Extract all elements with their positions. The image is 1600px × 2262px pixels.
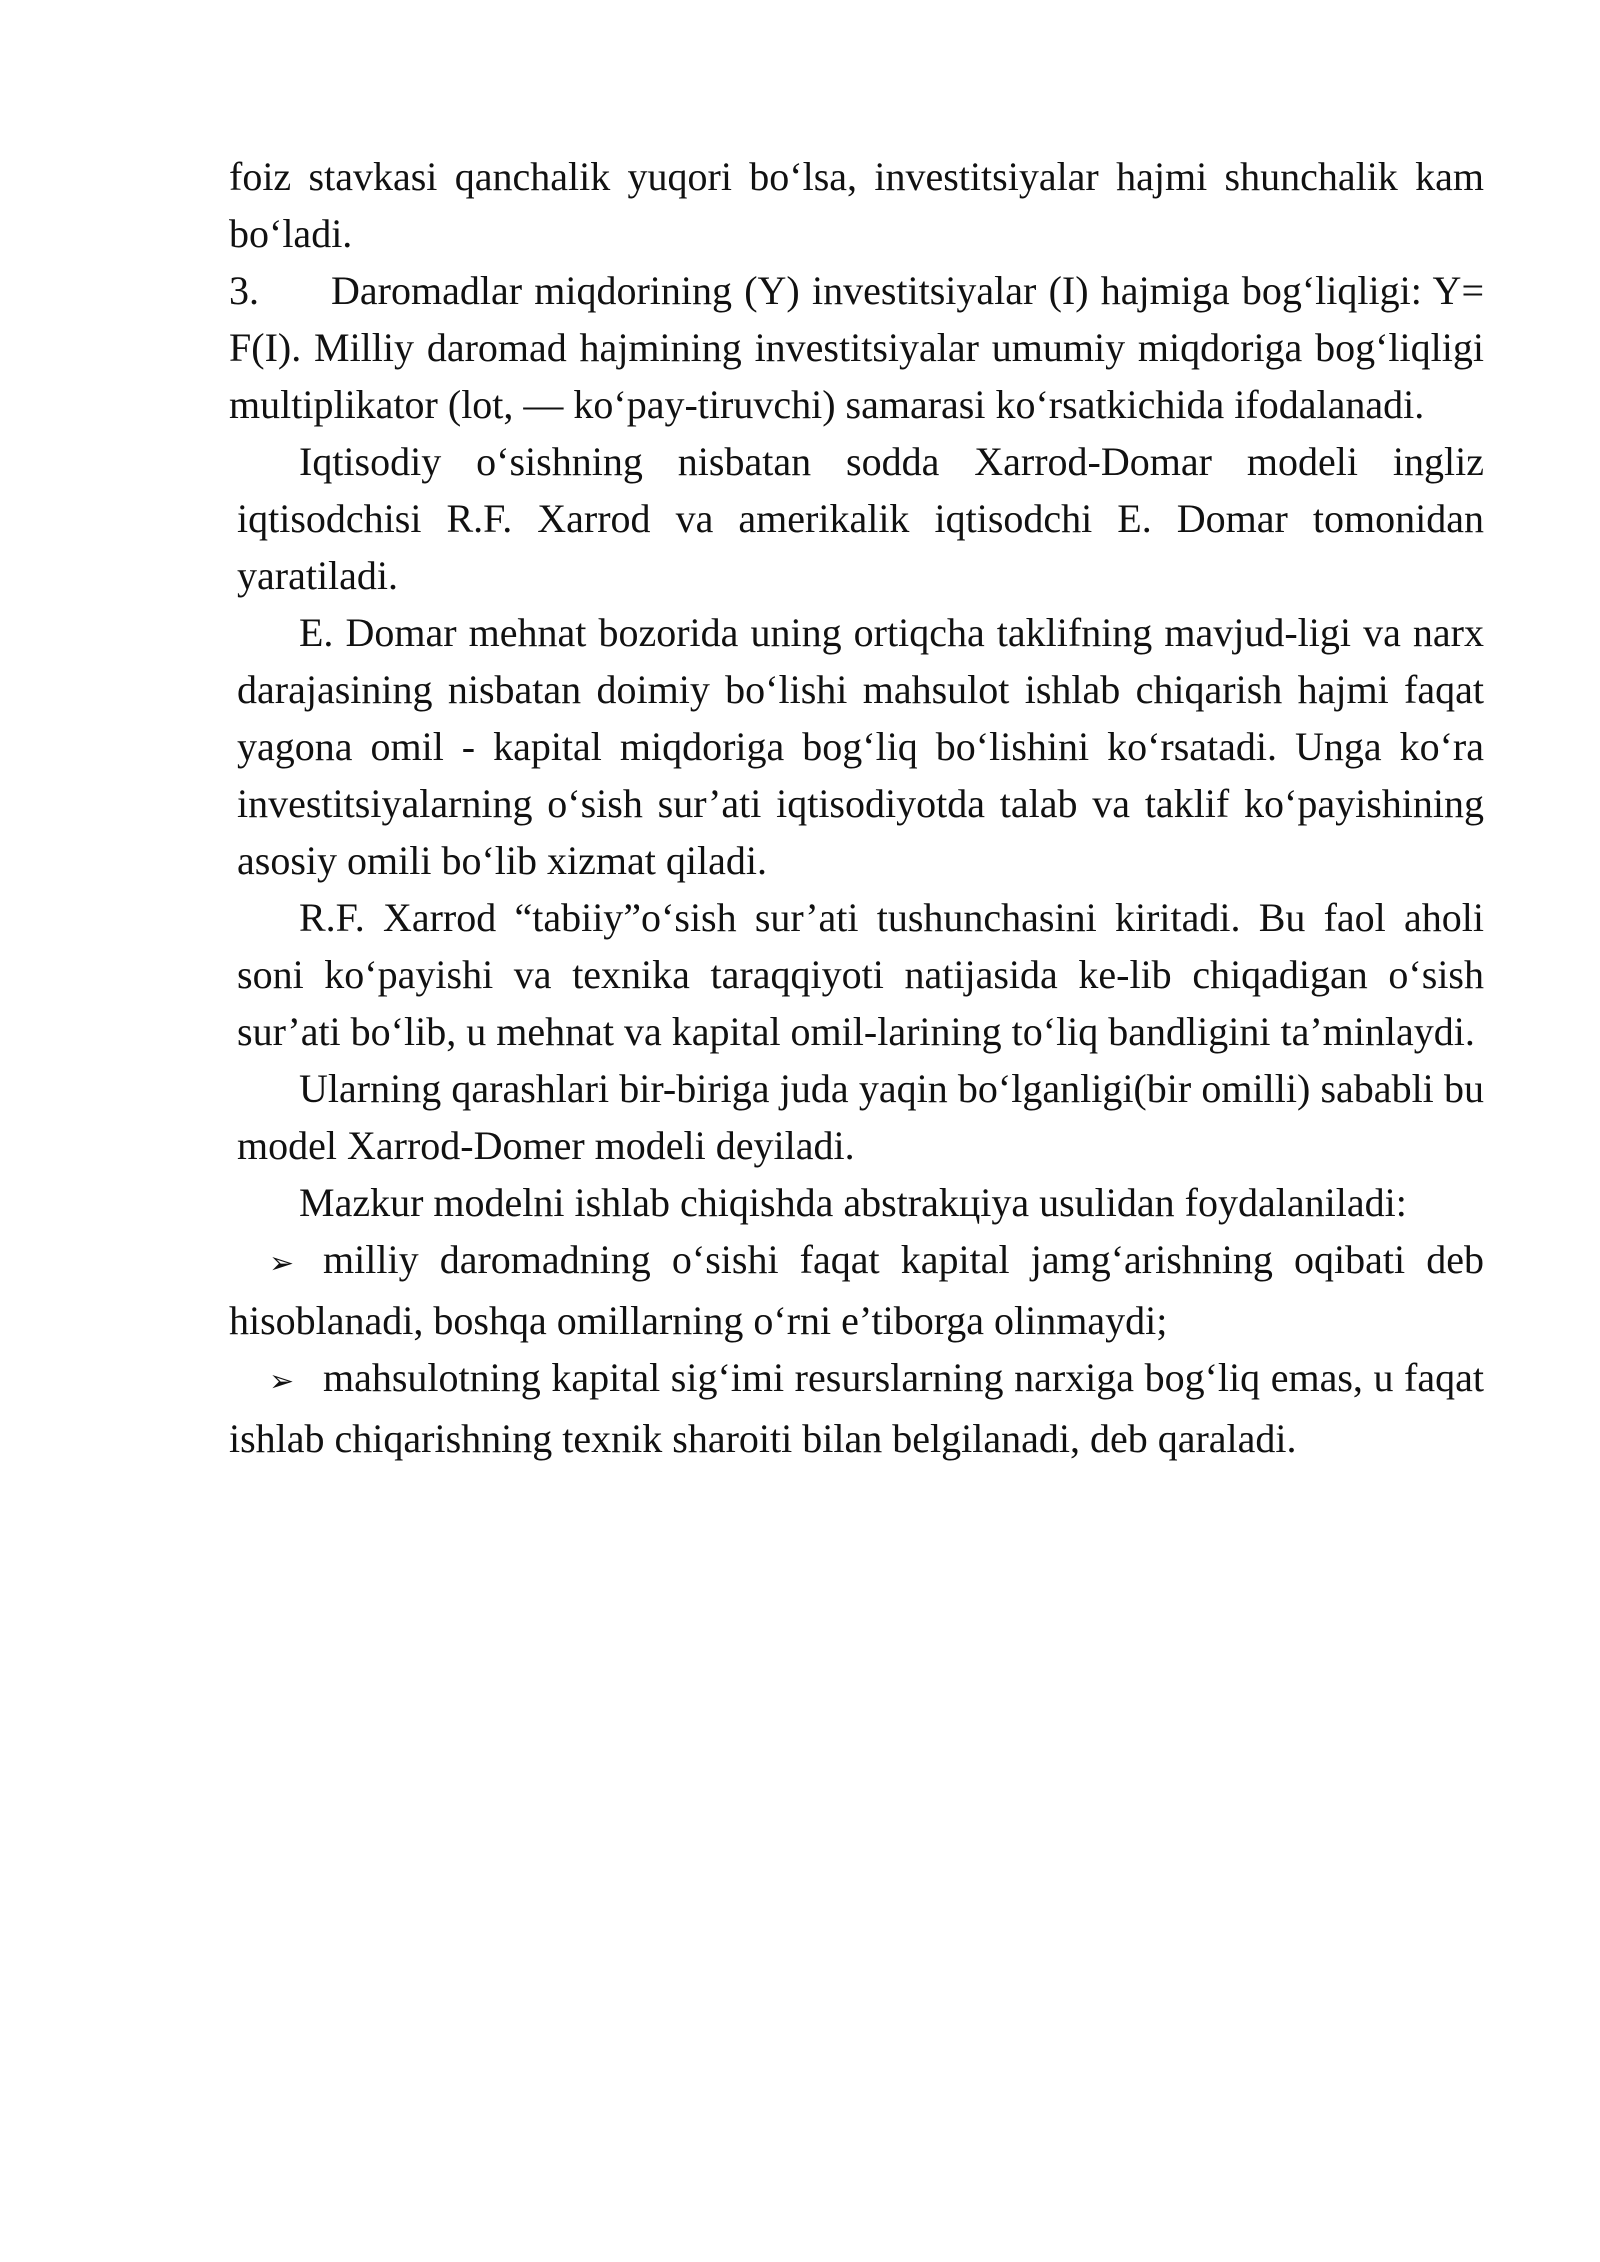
arrow-bullet-icon: ➢: [269, 1364, 295, 1399]
paragraph-harrod-domar-intro: Iqtisodiy o‘sishning nisbatan sodda Xarrod-Domar modeli ingliz iqtisodchisi R.F. Xarrod va amerikalik iqtisodchi E. Domar tomonidan yaratiladi.: [237, 439, 1484, 598]
paragraph-numbered-3: [229, 262, 1484, 433]
bullet-item: [229, 1231, 1484, 1349]
paragraph-domar: E. Domar mehnat bozorida uning ortiqcha taklifning mavjud-ligi va narx darajasining nisbatan doimiy bo‘lishi mahsulot ishlab chiqarish hajmi faqat yagona omil - kapital miqdoriga bog‘liq bo‘lishini ko‘rsatadi. Unga ko‘ra investitsiyalarning o‘sish sur’ati iqtisodiyotda talab va taklif ko‘payishining asosiy omili bo‘lib xizmat qiladi.: [237, 610, 1484, 883]
arrow-bullet-icon: ➢: [269, 1246, 295, 1281]
document-page: [229, 148, 1484, 1467]
paragraph-abstraction: Mazkur modelni ishlab chiqishda abstrakцiya usulidan foydalaniladi:: [299, 1180, 1407, 1225]
paragraph-model-name: Ularning qarashlari bir-biriga juda yaqin bo‘lganligi(bir omilli) sababli bu model Xarrod-Domer modeli deyiladi.: [237, 1066, 1484, 1168]
bullet-text: mahsulotning kapital sig‘imi resurslarning narxiga bog‘liq emas, u faqat ishlab chiqarishning texnik sharoiti bilan belgilanadi, deb qaraladi.: [229, 1355, 1484, 1461]
paragraph-harrod: R.F. Xarrod “tabiiy”o‘sish sur’ati tushunchasini kiritadi. Bu faol aholi soni ko‘payishi va texnika taraqqiyoti natijasida ke-lib chiqadigan o‘sish sur’ati bo‘lib, u mehnat va kapital omil-larining to‘liq bandligini ta’minlaydi.: [237, 895, 1484, 1054]
bullet-item: [229, 1349, 1484, 1467]
paragraph-income-dependency: Daromadlar miqdorining (Y) investitsiyalar (I) hajmiga bog‘liqligi: Y= F(I). Milliy daromad hajmining investitsiyalar umumiy miqdoriga bog‘liqligi multiplikator (lot, — ko‘pay-tiruvchi) samarasi ko‘rsatkichida ifodalanadi.: [229, 268, 1484, 427]
list-number: 3.: [229, 268, 259, 313]
bullet-text: milliy daromadning o‘sishi faqat kapital jamg‘arishning oqibati deb hisoblanadi, boshqa omillarning o‘rni e’tiborga olinmaydi;: [229, 1237, 1484, 1343]
paragraph-interest-rate: foiz stavkasi qanchalik yuqori bo‘lsa, investitsiyalar hajmi shunchalik kam bo‘ladi.: [229, 154, 1484, 256]
